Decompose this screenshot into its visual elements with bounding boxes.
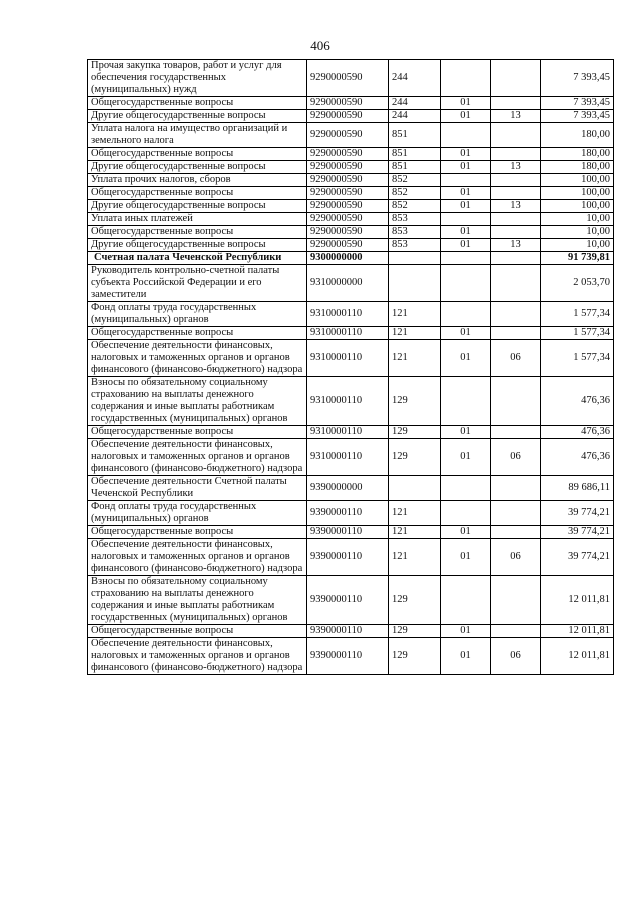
row-name-cell: Обеспечение деятельности финансовых, налоговых и таможенных органов и органов финансового (финансово-бюджетного) надзора [88,539,307,576]
table-row [88,576,614,625]
row-amount-cell: 180,00 [541,161,614,174]
row-name-cell: Обеспечение деятельности финансовых, налоговых и таможенных органов и органов финансового (финансово-бюджетного) надзора [88,439,307,476]
row-subsection-cell [491,148,541,161]
row-section-cell: 01 [441,97,491,110]
row-subsection-cell: 13 [491,239,541,252]
table-row [88,501,614,526]
row-section-cell: 01 [441,526,491,539]
row-amount-cell: 180,00 [541,123,614,148]
row-expense-type-cell: 121 [389,327,441,340]
row-expense-type-cell: 121 [389,340,441,377]
row-section-cell [441,265,491,302]
row-amount-cell: 2 053,70 [541,265,614,302]
table-row [88,123,614,148]
row-section-cell [441,576,491,625]
row-name-cell: Общегосударственные вопросы [88,526,307,539]
table-row [88,638,614,675]
row-section-cell [441,60,491,97]
row-target-code-cell: 9290000590 [307,213,389,226]
row-amount-cell: 89 686,11 [541,476,614,501]
row-target-code-cell: 9290000590 [307,60,389,97]
row-name-cell: Счетная палата Чеченской Республики [88,252,307,265]
row-expense-type-cell: 129 [389,576,441,625]
row-section-cell [441,213,491,226]
row-target-code-cell: 9290000590 [307,123,389,148]
row-amount-cell: 39 774,21 [541,539,614,576]
row-subsection-cell [491,252,541,265]
row-target-code-cell: 9390000110 [307,539,389,576]
row-amount-cell: 100,00 [541,200,614,213]
row-section-cell [441,377,491,426]
row-amount-cell: 100,00 [541,174,614,187]
row-name-cell: Другие общегосударственные вопросы [88,239,307,252]
row-section-cell: 01 [441,439,491,476]
row-name-cell: Фонд оплаты труда государственных (муниципальных) органов [88,501,307,526]
row-subsection-cell: 13 [491,110,541,123]
row-subsection-cell [491,302,541,327]
row-amount-cell: 91 739,81 [541,252,614,265]
row-expense-type-cell: 851 [389,148,441,161]
row-section-cell: 01 [441,638,491,675]
row-subsection-cell [491,265,541,302]
table-row [88,327,614,340]
row-target-code-cell: 9310000110 [307,327,389,340]
row-subsection-cell [491,213,541,226]
row-name-cell: Уплата прочих налогов, сборов [88,174,307,187]
row-subsection-cell: 13 [491,200,541,213]
row-subsection-cell [491,526,541,539]
row-target-code-cell: 9300000000 [307,252,389,265]
row-target-code-cell: 9290000590 [307,226,389,239]
table-row [88,161,614,174]
page-number: 406 [310,38,330,53]
row-section-cell [441,476,491,501]
row-target-code-cell: 9290000590 [307,148,389,161]
row-name-cell: Другие общегосударственные вопросы [88,200,307,213]
row-subsection-cell [491,123,541,148]
budget-table [87,59,614,675]
row-amount-cell: 476,36 [541,426,614,439]
row-section-cell: 01 [441,187,491,200]
table-row [88,265,614,302]
row-subsection-cell [491,226,541,239]
row-section-cell: 01 [441,161,491,174]
row-subsection-cell [491,501,541,526]
row-name-cell: Уплата иных платежей [88,213,307,226]
row-amount-cell: 10,00 [541,226,614,239]
row-amount-cell: 1 577,34 [541,327,614,340]
row-section-cell: 01 [441,239,491,252]
row-expense-type-cell: 852 [389,174,441,187]
row-subsection-cell [491,426,541,439]
row-expense-type-cell: 853 [389,213,441,226]
row-target-code-cell: 9290000590 [307,110,389,123]
row-expense-type-cell: 244 [389,60,441,97]
table-row [88,110,614,123]
row-section-cell: 01 [441,148,491,161]
row-name-cell: Обеспечение деятельности финансовых, налоговых и таможенных органов и органов финансового (финансово-бюджетного) надзора [88,638,307,675]
row-name-cell: Общегосударственные вопросы [88,148,307,161]
row-amount-cell: 476,36 [541,377,614,426]
row-expense-type-cell: 244 [389,97,441,110]
row-subsection-cell: 06 [491,439,541,476]
table-row [88,174,614,187]
row-amount-cell: 10,00 [541,239,614,252]
row-name-cell: Взносы по обязательному социальному страхованию на выплаты денежного содержания и иные выплаты работникам государственных (муниципальных) органов [88,377,307,426]
row-target-code-cell: 9310000110 [307,426,389,439]
row-subsection-cell: 06 [491,340,541,377]
table-row [88,252,614,265]
row-section-cell [441,302,491,327]
row-name-cell: Общегосударственные вопросы [88,97,307,110]
row-name-cell: Общегосударственные вопросы [88,625,307,638]
row-subsection-cell [491,377,541,426]
row-amount-cell: 12 011,81 [541,576,614,625]
row-amount-cell: 12 011,81 [541,625,614,638]
table-row [88,526,614,539]
table-row [88,148,614,161]
row-subsection-cell [491,60,541,97]
table-row [88,187,614,200]
row-subsection-cell [491,187,541,200]
row-amount-cell: 12 011,81 [541,638,614,675]
table-row [88,539,614,576]
row-target-code-cell: 9310000110 [307,377,389,426]
row-target-code-cell: 9390000000 [307,476,389,501]
row-expense-type-cell: 129 [389,625,441,638]
row-expense-type-cell: 244 [389,110,441,123]
row-name-cell: Другие общегосударственные вопросы [88,110,307,123]
row-section-cell [441,252,491,265]
row-expense-type-cell [389,476,441,501]
row-target-code-cell: 9390000110 [307,526,389,539]
table-row [88,426,614,439]
row-expense-type-cell: 853 [389,239,441,252]
row-name-cell: Фонд оплаты труда государственных (муниципальных) органов [88,302,307,327]
row-section-cell: 01 [441,110,491,123]
row-section-cell: 01 [441,539,491,576]
row-expense-type-cell: 121 [389,526,441,539]
row-amount-cell: 39 774,21 [541,501,614,526]
row-amount-cell: 10,00 [541,213,614,226]
row-expense-type-cell: 852 [389,187,441,200]
row-name-cell: Прочая закупка товаров, работ и услуг для обеспечения государственных (муниципальных) нужд [88,60,307,97]
row-subsection-cell: 06 [491,539,541,576]
row-target-code-cell: 9310000110 [307,439,389,476]
table-row [88,625,614,638]
row-expense-type-cell: 121 [389,501,441,526]
row-expense-type-cell: 852 [389,200,441,213]
row-expense-type-cell [389,265,441,302]
row-target-code-cell: 9290000590 [307,174,389,187]
row-name-cell: Другие общегосударственные вопросы [88,161,307,174]
table-row [88,60,614,97]
table-row [88,377,614,426]
row-target-code-cell: 9390000110 [307,638,389,675]
row-name-cell: Обеспечение деятельности Счетной палаты Чеченской Республики [88,476,307,501]
row-expense-type-cell: 129 [389,638,441,675]
row-amount-cell: 7 393,45 [541,60,614,97]
row-subsection-cell [491,576,541,625]
row-name-cell: Общегосударственные вопросы [88,327,307,340]
row-section-cell [441,174,491,187]
table-row [88,226,614,239]
row-target-code-cell: 9310000110 [307,340,389,377]
row-target-code-cell: 9290000590 [307,200,389,213]
row-section-cell: 01 [441,426,491,439]
table-row [88,439,614,476]
row-section-cell [441,123,491,148]
row-target-code-cell: 9390000110 [307,625,389,638]
row-subsection-cell [491,625,541,638]
row-target-code-cell: 9290000590 [307,161,389,174]
row-subsection-cell [491,327,541,340]
table-row [88,239,614,252]
row-amount-cell: 1 577,34 [541,340,614,377]
row-amount-cell: 7 393,45 [541,97,614,110]
row-subsection-cell [491,174,541,187]
row-section-cell: 01 [441,200,491,213]
row-expense-type-cell: 129 [389,439,441,476]
row-amount-cell: 100,00 [541,187,614,200]
row-section-cell: 01 [441,226,491,239]
row-amount-cell: 476,36 [541,439,614,476]
row-expense-type-cell: 851 [389,123,441,148]
row-target-code-cell: 9290000590 [307,187,389,200]
row-expense-type-cell: 121 [389,539,441,576]
row-target-code-cell: 9310000000 [307,265,389,302]
row-name-cell: Общегосударственные вопросы [88,226,307,239]
row-amount-cell: 7 393,45 [541,110,614,123]
table-row [88,97,614,110]
row-subsection-cell [491,476,541,501]
row-expense-type-cell: 851 [389,161,441,174]
table-row [88,340,614,377]
table-row [88,302,614,327]
row-name-cell: Уплата налога на имущество организаций и земельного налога [88,123,307,148]
row-name-cell: Обеспечение деятельности финансовых, налоговых и таможенных органов и органов финансового (финансово-бюджетного) надзора [88,340,307,377]
row-section-cell: 01 [441,327,491,340]
budget-table-body [88,60,614,675]
row-name-cell: Взносы по обязательному социальному страхованию на выплаты денежного содержания и иные выплаты работникам государственных (муниципальных) органов [88,576,307,625]
row-subsection-cell: 13 [491,161,541,174]
row-expense-type-cell: 121 [389,302,441,327]
table-row [88,476,614,501]
row-name-cell: Общегосударственные вопросы [88,426,307,439]
row-amount-cell: 1 577,34 [541,302,614,327]
row-amount-cell: 180,00 [541,148,614,161]
row-target-code-cell: 9390000110 [307,501,389,526]
row-section-cell: 01 [441,625,491,638]
table-row [88,213,614,226]
row-amount-cell: 39 774,21 [541,526,614,539]
row-target-code-cell: 9390000110 [307,576,389,625]
row-expense-type-cell [389,252,441,265]
row-target-code-cell: 9290000590 [307,97,389,110]
row-target-code-cell: 9290000590 [307,239,389,252]
row-subsection-cell: 06 [491,638,541,675]
row-name-cell: Общегосударственные вопросы [88,187,307,200]
row-target-code-cell: 9310000110 [307,302,389,327]
row-expense-type-cell: 853 [389,226,441,239]
row-section-cell: 01 [441,340,491,377]
row-expense-type-cell: 129 [389,377,441,426]
row-section-cell [441,501,491,526]
table-row [88,200,614,213]
row-subsection-cell [491,97,541,110]
row-expense-type-cell: 129 [389,426,441,439]
row-name-cell: Руководитель контрольно-счетной палаты субъекта Российской Федерации и его заместители [88,265,307,302]
